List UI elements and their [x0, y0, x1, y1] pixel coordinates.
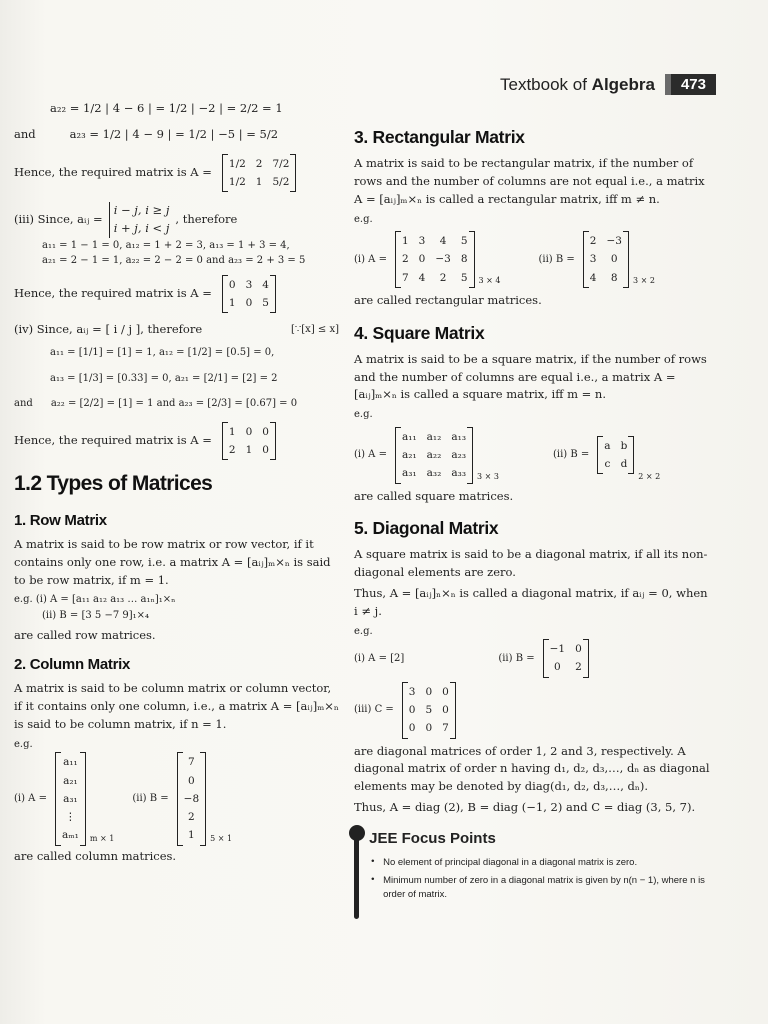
jee-focus-point: • No element of principal diagonal in a diagonal matrix is zero. [369, 856, 712, 870]
matrix-cell: a₂₃ [451, 449, 467, 461]
piecewise-cases: i − j, i ≥ j i + j, i < j [109, 202, 170, 238]
matrix-cell: 2 [439, 271, 447, 284]
matrix-cell: 5 [460, 235, 468, 248]
matrix-cell: 7/2 [272, 157, 290, 170]
hence-text-1: Hence, the required matrix is A = [14, 164, 212, 179]
part-iii-line-1: a₁₁ = 1 − 1 = 0, a₁₂ = 1 + 2 = 3, a₁₃ = 1 + 3 = 4, [42, 239, 290, 251]
row-matrices-caption: are called row matrices. [14, 628, 156, 643]
matrix-cell: 0 [408, 704, 416, 717]
matrix-cell: 5 [460, 271, 468, 284]
matrix-cell: 1/2 [228, 157, 246, 170]
row-matrix-heading: 1. Row Matrix [14, 511, 107, 529]
rectangular-caption: are called rectangular matrices. [354, 292, 542, 307]
matrix-cell: −3 [606, 235, 622, 248]
matrix-cell: 4 [439, 235, 447, 248]
matrix-cell: 5 [262, 297, 269, 310]
left-column: a₂₂ = 1/2 | 4 − 6 | = 1/2 | −2 | = 2/2 = 1 and a₂₃ = 1/2 | 4 − 9 | = 1/2 | −5 | = 5/2 Hence, the required matrix is A = 1/2 2 7/2 1/2 1 5/2 (iii) Since, aᵢⱼ = i − j, i ≥ j i + j, i < j , therefore a₁₁ = 1 − 1 = 0, a₁₂ = 1 + 2 = 3, a₁₃ = 1 + 3 = 4, a₂₁ = 2 − 1 = 1, a₂₂ = 2 − 2 = 0 and a₂₃ = 2 + 3 = 5 Hence, the required matrix is A = 0 3 4 1 0 5 (iv) Since, aᵢⱼ = [ i / j ], therefore [∵[x] ≤ x] a₁₁ = [1/1] = [1] = 1, a₁₂ = [1/2] = [0.5] = 0, a₁₃ = [1/3] = [0.33] = 0, a₂₁ = [2/1] = [2] = 2 and a₂₂ = [2/2] = [1] = 1 and a₂₃ = [2/3] = [0.67] = 0 Hence, the required matrix is A = 1 0 0 2 1 0 1.2 Types of Matrices 1. Row Matrix A matrix is said to be row matrix or row vector, if it contains only one row, i.e. a matrix A = [aᵢⱼ]ₘ×ₙ is said to be row matrix, if m = 1. e.g. (i) A = [a₁₁ a₁₂ a₁₃ … a₁ₙ]₁×ₙ (ii) B = [3 5 −7 9]₁×₄ are called row matrices. 2. Column Matrix A matrix is said to be column matrix or column vector, if it contains only one column, i.e., a matrix A = [aᵢⱼ]ₘ×ₙ is said to be column matrix, if n = 1. e.g. (i) A = a₁₁ a₂₁ a₃₁ ⋮ aₘ₁ m × 1 (ii) B = 7 0 −8 2 1 5 × 1 are called column matrices. [14, 100, 339, 866]
column-matrix-b [177, 752, 206, 845]
column-matrix-heading: 2. Column Matrix [14, 656, 131, 674]
rectangular-examples: (i) A = 1 3 4 5 2 0 −3 8 7 4 2 5 3 × 4 (ii) B = 2 −3 3 0 4 8 3 × 2 [354, 231, 712, 288]
result-matrix-2 [222, 275, 276, 314]
equation-a23: a₂₃ = 1/2 | 4 − 9 | = 1/2 | −5 | = 5/2 [69, 126, 279, 141]
result-matrix-3-row: Hence, the required matrix is A = 1 0 0 2 1 0 [14, 422, 339, 461]
matrix-cell: 3 [418, 235, 426, 248]
matrix-cell: ⋮ [65, 811, 76, 824]
matrix-cell: 3 [245, 278, 253, 291]
matrix-cell: b [620, 439, 628, 452]
square-caption: are called square matrices. [354, 488, 514, 503]
matrix-cell: 8 [460, 253, 468, 266]
matrix-cell: 0 [245, 297, 253, 310]
matrix-cell: 7 [442, 722, 449, 735]
diagonal-examples-1: (i) A = [2] (ii) B = −1 0 0 2 [354, 639, 712, 678]
matrix-cell: 2 [188, 811, 195, 824]
book-title: Textbook of Algebra [500, 74, 655, 94]
result-matrix-1 [222, 154, 297, 193]
matrix-cell: 7 [401, 271, 409, 284]
matrix-cell: aₘ₁ [61, 829, 79, 842]
matrix-cell: 0 [188, 774, 195, 787]
matrix-cell: 0 [245, 425, 253, 438]
matrix-cell: −8 [183, 792, 200, 805]
rectangular-matrix-heading: 3. Rectangular Matrix [354, 127, 525, 147]
square-matrix-definition: A matrix is said to be a square matrix, if the number of rows and the number of columns are equal i.e., a matrix A = [aᵢⱼ]ₘ×ₙ is called a square matrix, iff m = n. [354, 351, 707, 402]
matrix-cell: 0 [262, 443, 269, 456]
matrix-cell: −3 [435, 253, 451, 266]
matrix-cell: 4 [418, 271, 426, 284]
matrix-cell: 0 [262, 425, 269, 438]
types-of-matrices-heading: 1.2 Types of Matrices [14, 472, 213, 496]
jee-focus-title: JEE Focus Points [369, 829, 496, 847]
matrix-cell: 1 [255, 175, 263, 188]
matrix-cell: 2 [228, 443, 236, 456]
matrix-cell: 4 [589, 271, 597, 284]
matrix-cell: c [604, 458, 611, 471]
rectangular-matrix-a [395, 231, 475, 288]
square-matrix-b [597, 436, 634, 475]
right-column: 3. Rectangular Matrix A matrix is said to be rectangular matrix, if the number of rows and the number of columns are not equal i.e., a matrix A = [aᵢⱼ]ₘ×ₙ is called a rectangular matrix, iff m ≠ n. e.g. (i) A = 1 3 4 5 2 0 −3 8 7 4 2 5 3 × 4 (ii) B = 2 −3 3 0 4 8 3 × 2 are called rectangular matrices. 4. Square Matrix A matrix is said to be a square matrix, if the number of rows and the number of columns are equal i.e., a matrix A = [aᵢⱼ]ₘ×ₙ is called a square matrix, iff m = n. e.g. (i) A = a₁₁ a₁₂ a₁₃ a₂₁ a₂₂ a₂₃ a₃₁ a₃₂ a₃₃ 3 × 3 (ii) B = a b c d 2 × 2 are called square matrices. 5. Diagonal Matrix A square matrix is said to be a diagonal matrix, if all its non-diagonal elements are zero. Thus, A = [aᵢⱼ]ₙ×ₙ is called a diagonal matrix, if aᵢⱼ = 0, when i ≠ j. e.g. (i) A = [2] (ii) B = −1 0 0 2 (iii) C = 3 0 0 0 5 0 0 0 7 are diagonal matrices of order 1, 2 and 3, respectively. A diagonal matrix of order n having d₁, d₂, d₃,…, dₙ as diagonal elements may be denoted by diag(d₁, d₂, d₃,…, dₙ). Thus, A = diag (2), B = diag (−1, 2) and C = diag (3, 5, 7). JEE Focus Points • No element of principal diagonal in a diagonal matrix is zero. • Minimum number of zero in a diagonal matrix is given by n(n − 1), where n is order of matrix. [354, 118, 712, 919]
matrix-cell: 1 [401, 235, 409, 248]
matrix-cell: 1 [228, 425, 236, 438]
matrix-cell: a₃₁ [401, 467, 417, 480]
matrix-cell: 2 [589, 235, 597, 248]
square-examples: (i) A = a₁₁ a₁₂ a₁₃ a₂₁ a₂₂ a₂₃ a₃₁ a₃₂ a₃₃ 3 × 3 (ii) B = a b c d 2 × 2 [354, 427, 712, 484]
result-matrix-3 [222, 422, 276, 461]
matrix-cell: 0 [425, 722, 433, 735]
diagonal-examples-2: (iii) C = 3 0 0 0 5 0 0 0 7 [354, 682, 712, 739]
row-example-1: e.g. (i) A = [a₁₁ a₁₂ a₁₃ … a₁ₙ]₁×ₙ [14, 594, 176, 606]
row-example-2: (ii) B = [3 5 −7 9]₁×₄ [42, 609, 150, 621]
matrix-cell: 1 [245, 443, 253, 456]
column-matrix-a [55, 752, 86, 845]
matrix-cell: a [604, 439, 611, 452]
matrix-cell: 0 [418, 253, 426, 266]
matrix-cell: 1 [188, 829, 195, 842]
matrix-cell: 0 [610, 253, 618, 266]
equation-a22: a₂₂ = 1/2 | 4 − 6 | = 1/2 | −2 | = 2/2 = 1 [50, 101, 283, 115]
matrix-cell: a₂₁ [63, 774, 78, 787]
diagonal-matrix-definition: A square matrix is said to be a diagonal matrix, if all its non-diagonal elements are zero. [354, 547, 708, 580]
part-iv-definition: (iv) Since, aᵢⱼ = [ i / j ], therefore [∵[x] ≤ x] [14, 322, 339, 337]
matrix-cell: 0 [554, 661, 561, 674]
rectangular-matrix-definition: A matrix is said to be rectangular matrix, if the number of rows and the number of columns are not equal i.e., a matrix A = [aᵢⱼ]ₘ×ₙ is called a rectangular matrix, iff m ≠ n. [354, 156, 705, 206]
matrix-cell: 2 [575, 661, 582, 674]
matrix-cell: 1 [228, 297, 236, 310]
diagonal-matrix-heading: 5. Diagonal Matrix [354, 518, 499, 539]
matrix-cell: a₃₁ [63, 792, 78, 805]
jee-focus-box [354, 827, 712, 919]
matrix-cell: d [620, 458, 628, 471]
greatest-integer-note: [∵[x] ≤ x] [291, 324, 339, 336]
matrix-cell: 0 [408, 722, 416, 735]
part-iv-line-3: and a₂₂ = [2/2] = [1] = 1 and a₂₃ = [2/3] = [0.67] = 0 [14, 398, 298, 410]
matrix-cell: 1/2 [228, 175, 246, 188]
matrix-cell: 5/2 [272, 175, 290, 188]
diagonal-matrix-condition: Thus, A = [aᵢⱼ]ₙ×ₙ is called a diagonal matrix, if aᵢⱼ = 0, when i ≠ j. [354, 586, 708, 618]
matrix-cell: 4 [262, 278, 269, 291]
matrix-cell: a₃₂ [426, 467, 442, 480]
matrix-cell: a₁₂ [426, 430, 442, 443]
matrix-cell: 5 [425, 704, 433, 717]
matrix-cell: 3 [589, 253, 597, 266]
pin-icon [354, 827, 359, 919]
result-matrix-1-row [14, 154, 339, 193]
diagonal-matrix-examples-notation: Thus, A = diag (2), B = diag (−1, 2) and C = diag (3, 5, 7). [354, 799, 696, 814]
jee-focus-list [369, 856, 712, 901]
equation-a23-row: and a₂₃ = 1/2 | 4 − 9 | = 1/2 | −5 | = 5/2 [14, 126, 339, 144]
matrix-cell: 3 [408, 685, 416, 698]
result-matrix-2-row: Hence, the required matrix is A = 0 3 4 1 0 5 [14, 275, 339, 314]
matrix-cell: a₁₁ [401, 430, 417, 443]
part-iv-line-1: a₁₁ = [1/1] = [1] = 1, a₁₂ = [1/2] = [0.5] = 0, [50, 347, 275, 359]
part-iv-line-2: a₁₃ = [1/3] = [0.33] = 0, a₂₁ = [2/1] = [2] = 2 [50, 372, 278, 384]
diagonal-matrix-notation: are diagonal matrices of order 1, 2 and 3, respectively. A diagonal matrix of order n having d₁, d₂, d₃,…, dₙ as diagonal elements may be denoted by diag(d₁, d₂, d₃,…, dₙ). [354, 743, 710, 794]
jee-focus-point: • Minimum number of zero in a diagonal matrix is given by n(n − 1), where n is order of matrix. [369, 874, 712, 902]
square-matrix-heading: 4. Square Matrix [354, 322, 485, 343]
matrix-cell: 0 [442, 704, 449, 717]
matrix-cell: 2 [255, 157, 263, 170]
matrix-cell: 8 [610, 271, 618, 284]
part-iii-definition: (iii) Since, aᵢⱼ = i − j, i ≥ j i + j, i < j , therefore [14, 202, 339, 238]
diagonal-matrix-b [543, 639, 589, 678]
row-matrix-definition: A matrix is said to be row matrix or row vector, if it contains only one row, i.e. a matrix A = [aᵢⱼ]ₘ×ₙ is said to be row matrix, if m = 1. [14, 536, 331, 587]
matrix-cell: a₃₃ [451, 467, 467, 480]
matrix-cell: a₂₂ [426, 449, 442, 461]
matrix-cell: 7 [188, 756, 195, 769]
column-examples: (i) A = a₁₁ a₂₁ a₃₁ ⋮ aₘ₁ m × 1 (ii) B = 7 0 −8 2 1 5 × 1 [14, 752, 339, 845]
page-number: 473 [665, 74, 716, 95]
matrix-cell: a₂₁ [401, 449, 417, 461]
column-matrix-definition: A matrix is said to be column matrix or column vector, if it contains only one column, i.e., a matrix A = [aᵢⱼ]ₘ×ₙ is said to be column matrix, if n = 1. [14, 681, 339, 732]
matrix-cell: 0 [425, 685, 433, 698]
matrix-cell: a₁₁ [63, 756, 78, 769]
matrix-cell: −1 [549, 643, 566, 656]
diagonal-matrix-c [402, 682, 456, 739]
square-matrix-a [395, 427, 473, 484]
matrix-cell: a₁₃ [451, 430, 467, 443]
page-header [500, 74, 716, 95]
part-iii-line-2: a₂₁ = 2 − 1 = 1, a₂₂ = 2 − 2 = 0 and a₂₃ = 2 + 3 = 5 [42, 255, 306, 267]
matrix-cell: 0 [228, 278, 236, 291]
matrix-cell: 2 [401, 253, 409, 266]
matrix-cell: 0 [442, 685, 449, 698]
column-matrices-caption: are called column matrices. [14, 848, 177, 863]
matrix-cell: 0 [575, 643, 582, 656]
rectangular-matrix-b [583, 231, 629, 288]
